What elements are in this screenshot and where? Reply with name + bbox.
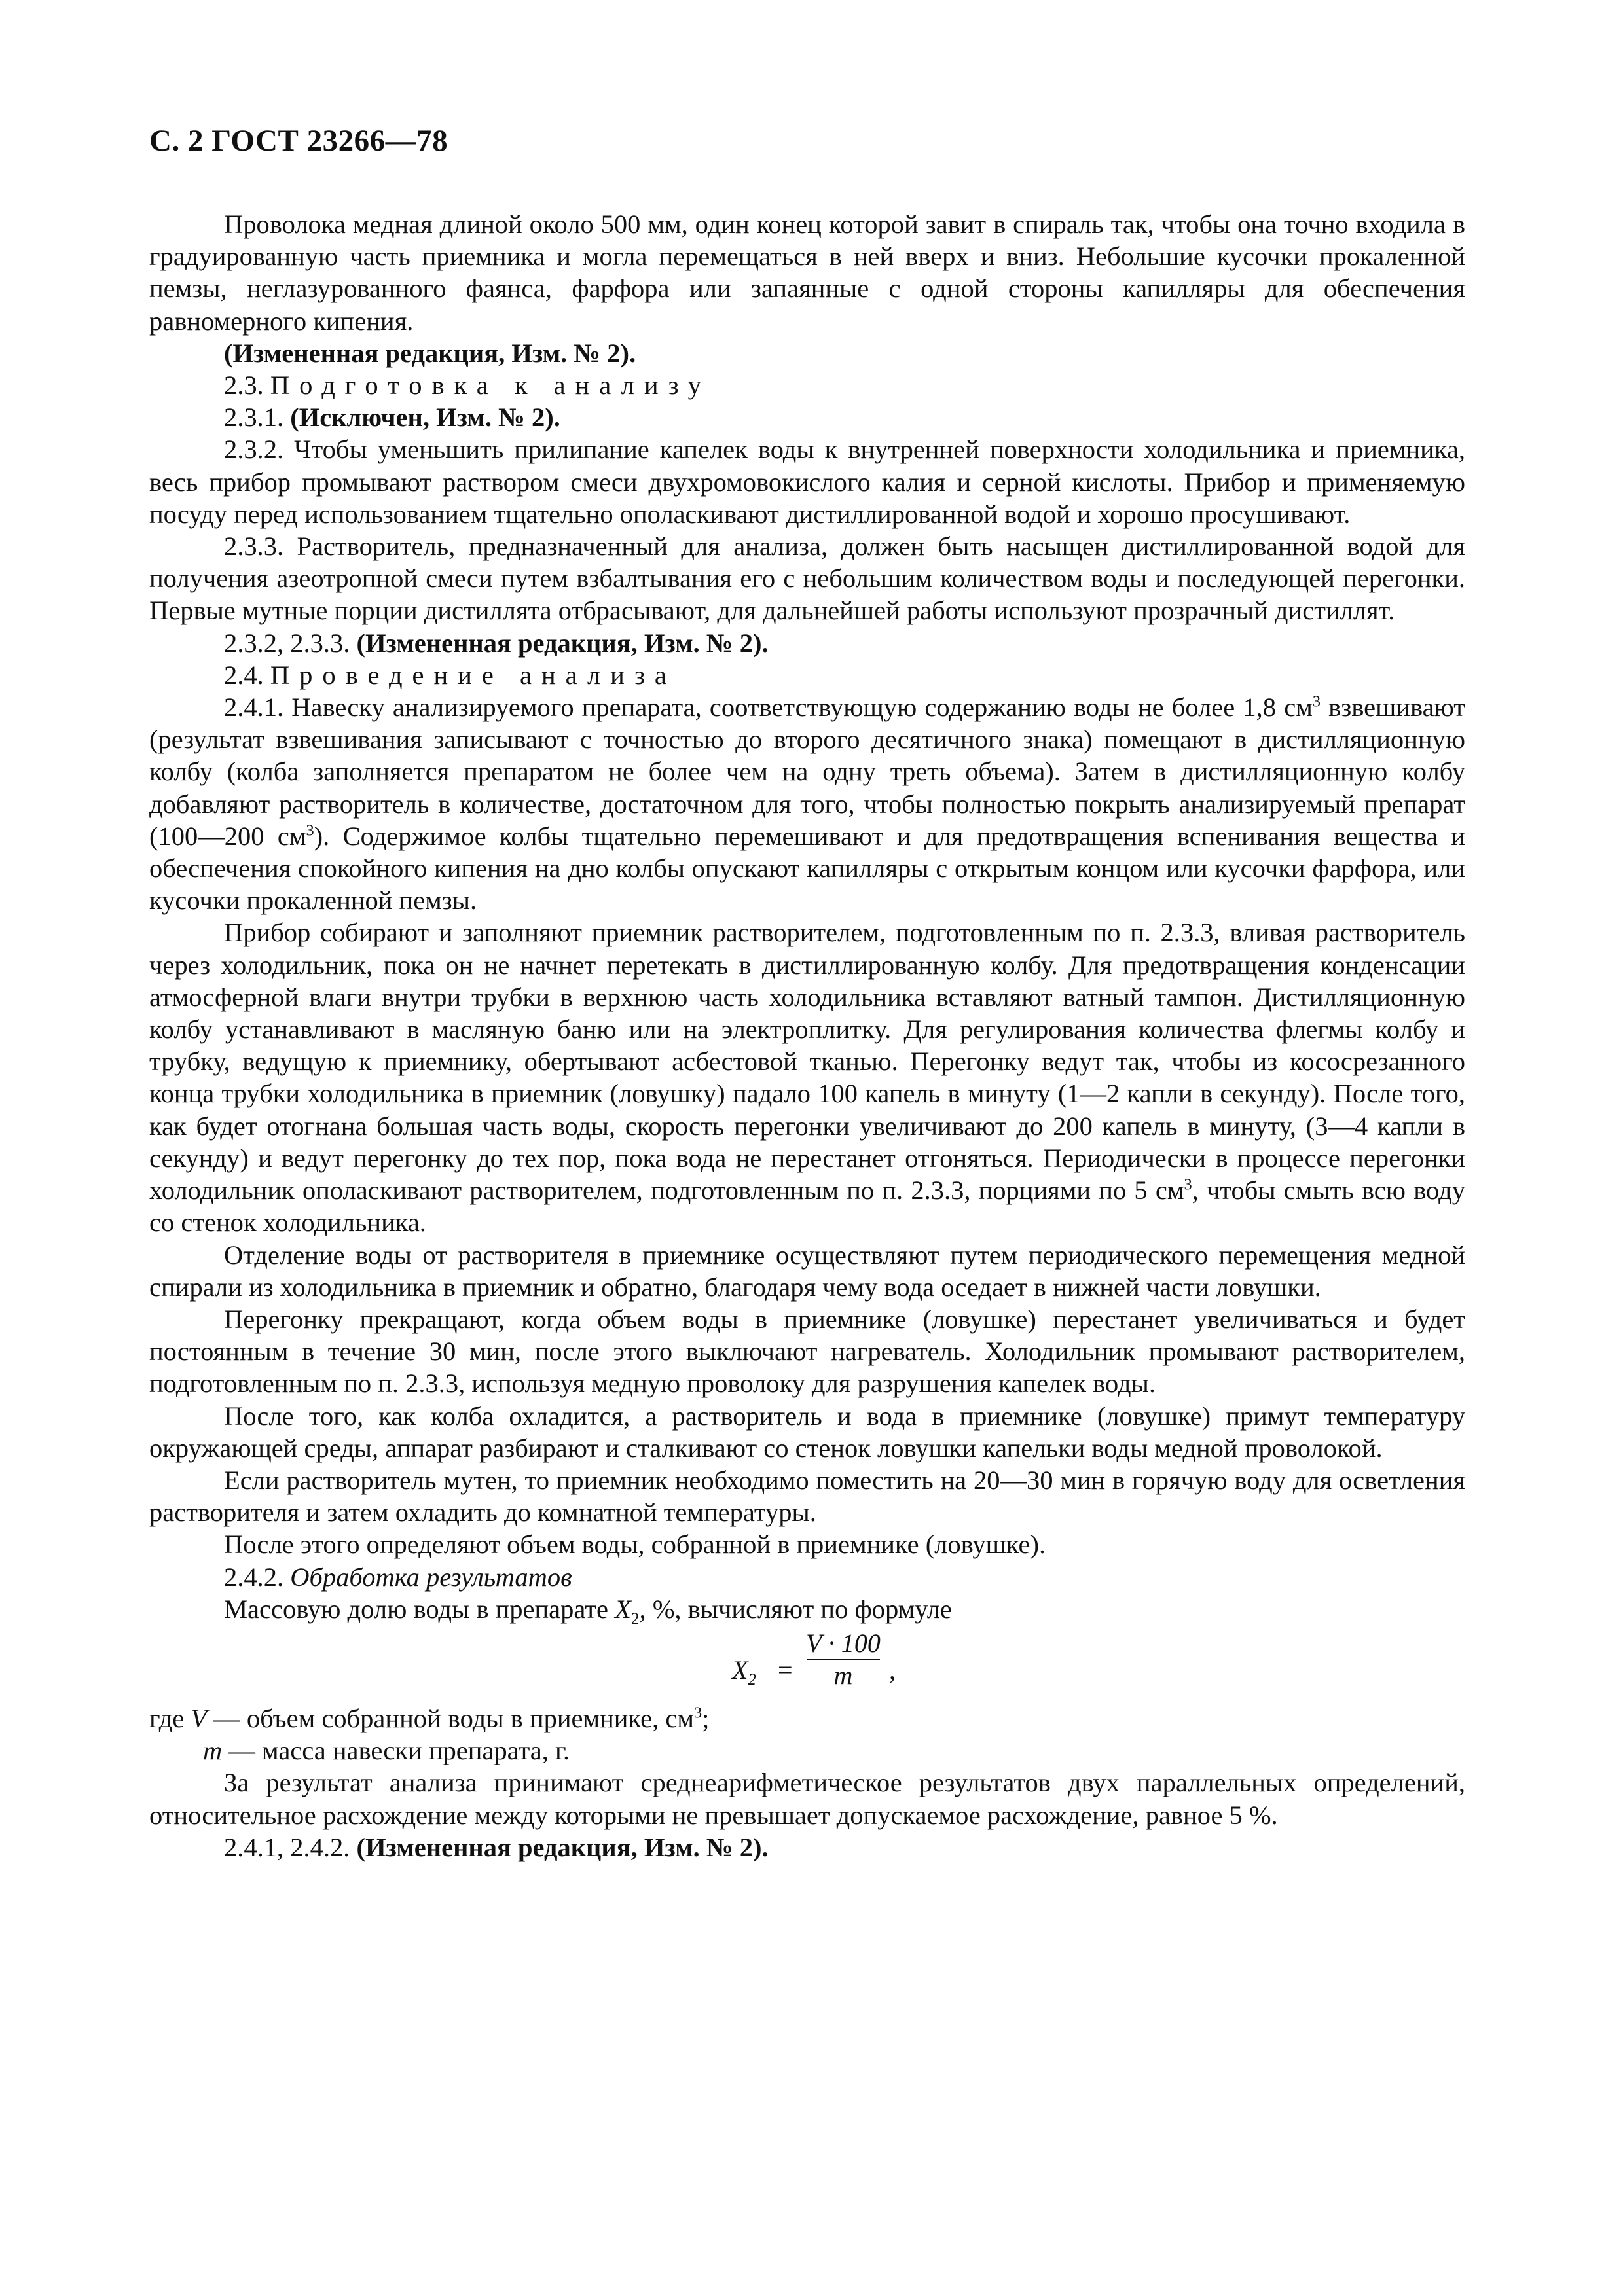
clause-2-3-3: 2.3.3. Растворитель, предназначенный для анализа, должен быть насыщен дистиллированной водой для получения азеотропной смеси путем взбалтывания его с небольшим количеством воды и последующей перегонки. Первые мутные порции дистиллята отбрасывают, для дальнейшей работы используют прозрачный дистиллят. — [149, 531, 1465, 626]
section-title: Подготовка к анализу — [270, 370, 711, 401]
formula-denominator: m — [833, 1660, 853, 1690]
amendment-note: (Измененная редакция, Изм. № 2). — [356, 1832, 769, 1862]
paragraph-distillation-stop: Перегонку прекращают, когда объем воды в приемнике (ловушке) перестанет увеличиваться и будет постоянным в течение 30 мин, после этого выключают нагреватель. Холодильник промывают растворителем, подготовленным по п. 2.3.3, используя медную проволоку для разрушения капелек воды. — [149, 1304, 1465, 1399]
page-header: С. 2 ГОСТ 23266—78 — [149, 124, 448, 158]
paragraph-turbid-solvent: Если растворитель мутен, то приемник необходимо поместить на 20—30 мин в горячую воду для осветления растворителя и затем охладить до комнатной температуры. — [149, 1465, 1465, 1528]
definition-v: где V — объем собранной воды в приемнике, $см^3$; — [149, 1703, 710, 1733]
clause-number: 2.3.1. — [224, 403, 291, 433]
paragraph-volume-determination: После этого определяют объем воды, собранной в приемнике (ловушке). — [224, 1530, 1046, 1560]
section-2-4-heading — [149, 659, 1465, 691]
excluded-note: (Исключен, Изм. № 2). — [290, 403, 560, 433]
paragraph-water-separation: Отделение воды от растворителя в приемнике осуществляют путем периодического перемещения медной спирали из холодильника в приемник и обратно, благодаря чему вода оседает в нижней части ловушки. — [149, 1240, 1465, 1302]
amendment-2-4-1-2-4-2 — [149, 1831, 1465, 1863]
formula-lhs: $X_2$ — [732, 1655, 756, 1689]
paragraph-cooling: После того, как колба охладится, а растворитель и вода в приемнике (ловушке) примут температуру окружающей среды, аппарат разбирают и сталкивают со стенок ловушки капельки воды медной проволокой. — [149, 1401, 1465, 1463]
formula-equals: = — [778, 1655, 793, 1685]
section-title: Проведение анализа — [270, 660, 676, 690]
paragraph-result: За результат анализа принимают среднеарифметическое результатов двух параллельных определений, относительное расхождение между которыми не превышает допускаемое расхождение, равное 5 %. — [149, 1768, 1465, 1830]
clause-2-4-2 — [149, 1561, 1465, 1593]
clause-2-3-2: 2.3.2. Чтобы уменьшить прилипание капелек воды к внутренней поверхности холодильника и приемника, весь прибор промывают раствором смеси двухромовокислого калия и серной кислоты. Прибор и применяемую посуду перед использованием тщательно ополаскивают дистиллированной водой и хорошо просушивают. — [149, 435, 1465, 529]
section-number: 2.3. — [224, 370, 270, 401]
amendment-note: (Измененная редакция, Изм. № 2). — [356, 628, 769, 658]
definition-m: m — масса навески препарата, г. — [203, 1736, 570, 1766]
clause-number: 2.3.2, 2.3.3. — [224, 628, 357, 658]
formula-mass-fraction — [149, 1625, 1465, 1702]
clause-number: 2.4.1, 2.4.2. — [224, 1832, 357, 1862]
clause-2-4-1: 2.4.1. Навеску анализируемого препарата, соответствующую содержанию воды не более 1,8 $см^3$ взвешивают (результат взвешивания записывают с точностью до второго десятичного знака) помещают в дистилляционную колбу (колба заполняется препаратом не более чем на одну треть объема). Затем в дистилляционную колбу добавляют растворитель в количестве, достаточном для того, чтобы полностью покрыть анализируемый препарат (100—200 $см^3$). Содержимое колбы тщательно перемешивают и для предотвращения вспенивания вещества и обеспечения спокойного кипения на дно колбы опускают капилляры с открытым концом или кусочки фарфора, или кусочки прокаленной пемзы. — [149, 692, 1465, 916]
paragraph-copper-wire: Проволока медная длиной около 500 мм, один конец которой завит в спираль так, чтобы она точно входила в градуированную часть приемника и могла перемещаться в ней вверх и вниз. Небольшие кусочки прокаленной пемзы, неглазурованного фаянса, фарфора или запаянные с одной стороны капилляры для обеспечения равномерного кипения. — [149, 209, 1465, 336]
amendment-2-3-2-2-3-3 — [149, 627, 1465, 659]
paragraph-apparatus-assembly: Прибор собирают и заполняют приемник растворителем, подготовленным по п. 2.3.3, вливая растворитель через холодильник, пока он не начнет перетекать в дистиллированную колбу. Для предотвращения конденсации атмосферной влаги внутри трубки в верхнюю часть холодильника вставляют ватный тампон. Дистилляционную колбу устанавливают в масляную баню или на электроплитку. Для регулирования количества флегмы колбу и трубку, ведущую к приемнику, обертывают асбестовой тканью. Перегонку ведут так, чтобы из кососрезанного конца трубки холодильника в приемник (ловушку) падало 100 капель в минуту (1—2 капли в секунду). После того, как будет отогнана большая часть воды, скорость перегонки увеличивают до 200 капель в минуту, (3—4 капли в секунду) и ведут перегонку до тех пор, пока вода не перестанет отгоняться. Периодически в процессе перегонки холодильник ополаскивают растворителем, подготовленным по п. 2.3.3, порциями по 5 $см^3$, чтобы смыть всю воду со стенок холодильника. — [149, 918, 1465, 1238]
clause-2-3-1 — [149, 401, 1465, 433]
formula-numerator: V · 100 — [806, 1628, 881, 1658]
paragraph-mass-fraction: Массовую долю воды в препарате $X_2$, %, вычисляют по формуле — [224, 1594, 952, 1628]
section-2-3-heading — [149, 369, 1465, 401]
clause-number: 2.4.2. — [224, 1562, 291, 1592]
document-body — [149, 208, 1465, 1863]
section-number: 2.4. — [224, 660, 270, 690]
clause-title: Обработка результатов — [290, 1562, 572, 1592]
formula-fraction — [804, 1628, 883, 1691]
amendment-note: (Измененная редакция, Изм. № 2). — [224, 338, 636, 368]
formula-comma: , — [889, 1655, 896, 1685]
